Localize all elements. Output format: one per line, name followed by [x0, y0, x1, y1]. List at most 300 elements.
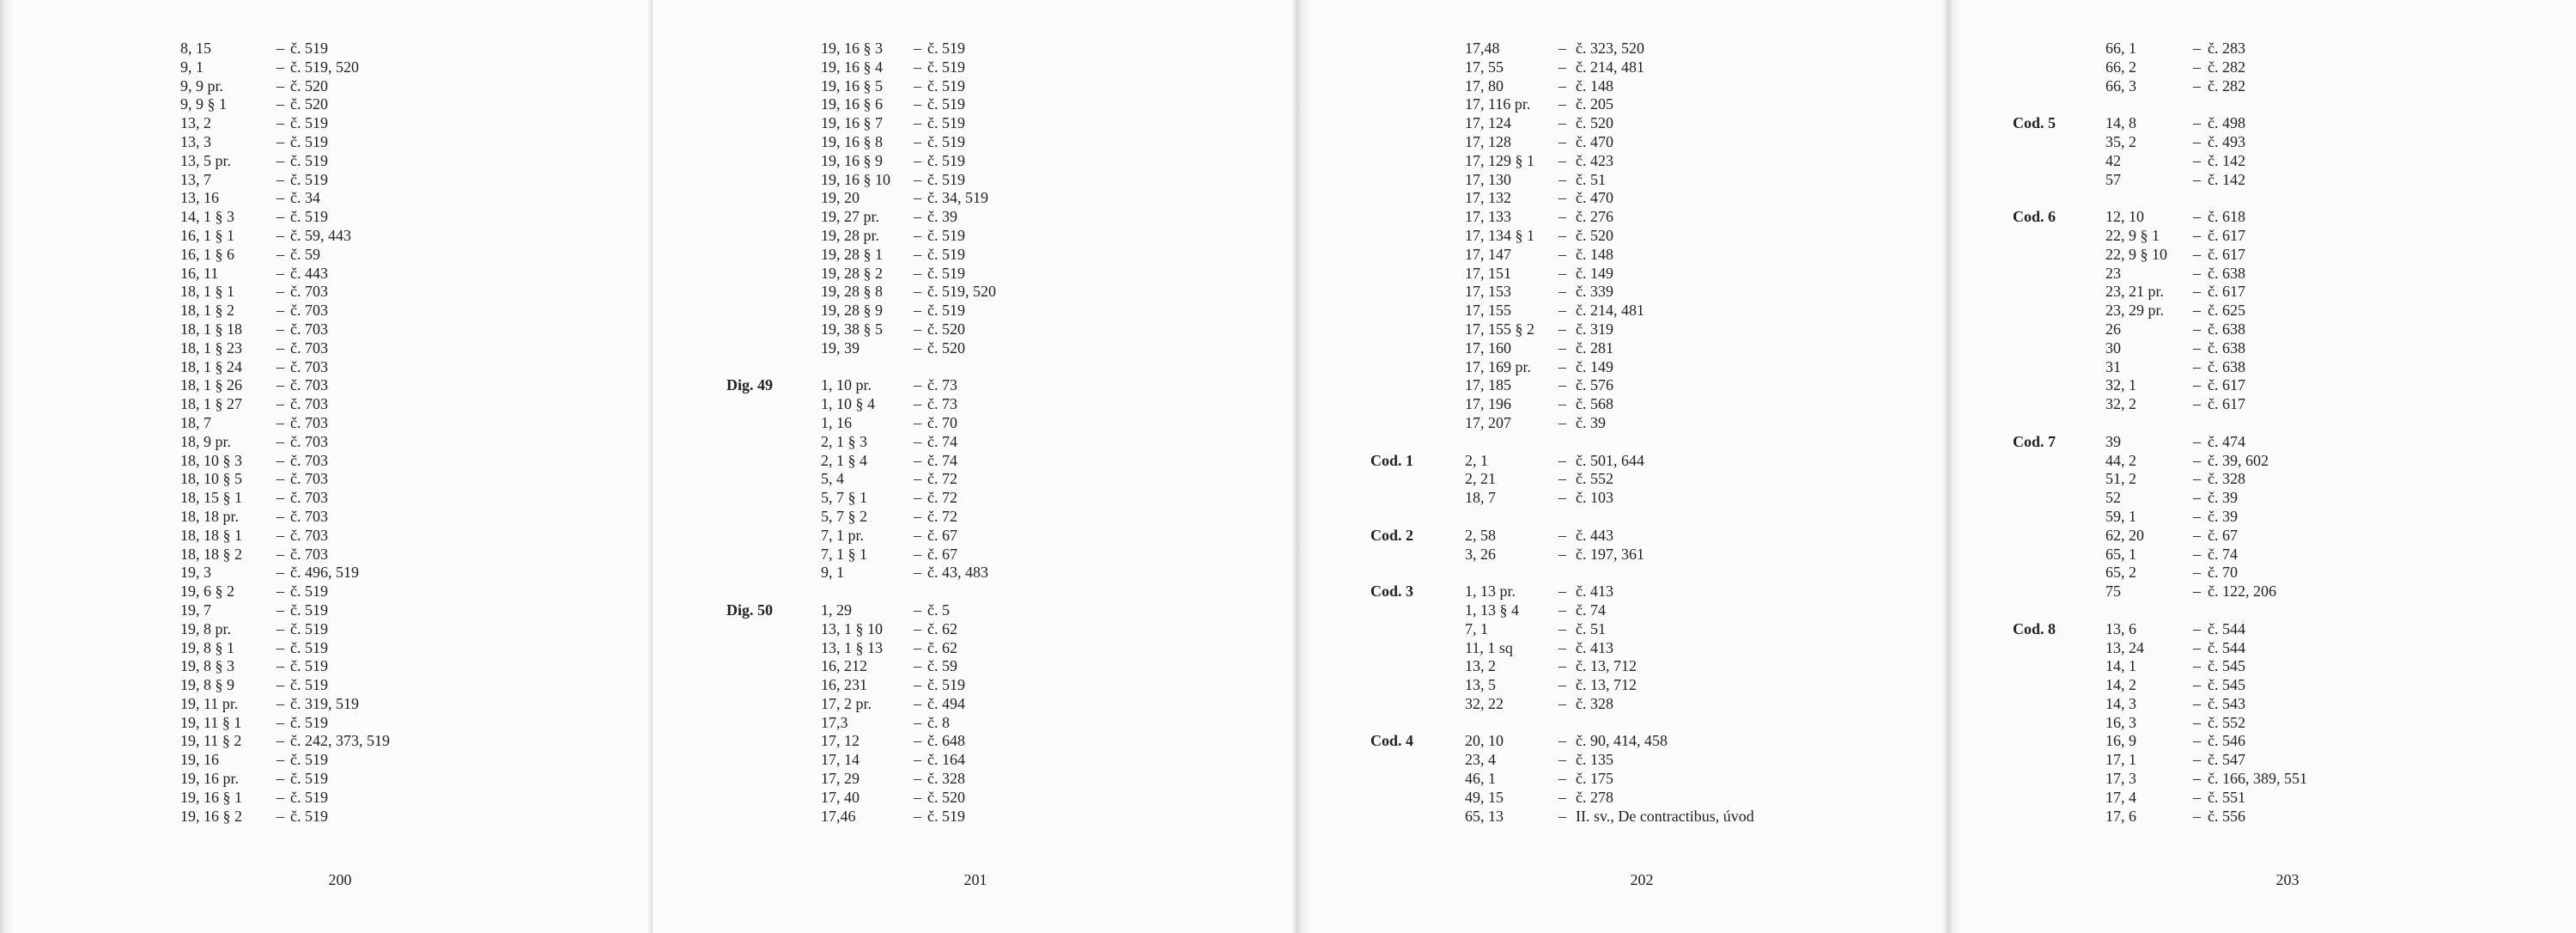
source-reference: 13, 3 [180, 132, 211, 150]
dash-separator: – [914, 58, 921, 76]
source-reference: 18, 9 pr. [180, 432, 232, 450]
source-reference: 30 [2105, 338, 2121, 357]
source-reference: 7, 1 pr. [821, 526, 865, 544]
source-reference: 17, 3 [2105, 770, 2136, 788]
cited-number: č. 519 [290, 751, 328, 769]
dash-separator: – [1558, 302, 1566, 320]
cited-number: č. 519 [290, 807, 328, 825]
source-reference: 17, 4 [2105, 788, 2136, 806]
dash-separator: – [2193, 676, 2201, 694]
cited-number: č. 122, 206 [2208, 582, 2276, 601]
dash-separator: – [914, 507, 921, 525]
source-reference: 19, 8 pr. [180, 619, 232, 637]
dash-separator: – [2193, 713, 2201, 731]
page-202 [1297, 0, 1947, 933]
dash-separator: – [2193, 619, 2201, 637]
dash-separator: – [276, 170, 284, 188]
page-number: 202 [1630, 871, 1654, 888]
cited-number: č. 74 [927, 451, 957, 469]
page-gutter [1297, 0, 1309, 933]
dash-separator: – [276, 732, 284, 750]
source-reference: 19, 8 § 1 [180, 638, 234, 656]
cited-number: č. 39, 602 [2208, 451, 2269, 469]
cited-number: č. 339 [1576, 283, 1613, 301]
cited-number: č. 70 [2208, 564, 2238, 582]
cited-number: č. 498 [2208, 114, 2245, 132]
dash-separator: – [1558, 751, 1566, 769]
cited-number: č. 443 [290, 264, 328, 282]
cited-number: č. 13, 712 [1576, 676, 1637, 694]
source-reference: 17, 129 § 1 [1465, 151, 1534, 169]
dash-separator: – [1558, 582, 1566, 601]
dash-separator: – [276, 807, 284, 825]
source-reference: 51, 2 [2105, 470, 2136, 488]
dash-separator: – [914, 151, 921, 169]
source-reference: 17, 151 [1465, 264, 1511, 282]
dash-separator: – [276, 245, 284, 263]
source-reference: 17, 134 § 1 [1465, 226, 1534, 244]
source-reference: 18, 1 § 26 [180, 376, 242, 394]
cited-number: č. 39 [2208, 489, 2238, 507]
dash-separator: – [276, 376, 284, 394]
cited-number: č. 73 [927, 376, 957, 394]
source-reference: 16, 9 [2105, 732, 2136, 750]
source-reference: 66, 3 [2105, 76, 2136, 95]
dash-separator: – [1558, 807, 1566, 825]
source-reference: 2, 1 § 3 [821, 432, 867, 450]
dash-separator: – [2193, 338, 2201, 357]
cited-number: č. 519 [290, 770, 328, 788]
dash-separator: – [1558, 470, 1566, 488]
cited-number: č. 544 [2208, 619, 2245, 637]
source-reference: 2, 58 [1465, 526, 1496, 544]
dash-separator: – [914, 395, 921, 413]
source-reference: 18, 1 § 2 [180, 302, 234, 320]
source-reference: 5, 7 § 1 [821, 489, 867, 507]
source-reference: 19, 8 § 3 [180, 657, 234, 675]
dash-separator: – [276, 302, 284, 320]
cited-number: č. 519 [290, 132, 328, 150]
source-reference: 9, 9 § 1 [180, 95, 227, 113]
cited-number: č. 72 [927, 470, 957, 488]
cited-number: č. 556 [2208, 807, 2245, 825]
dash-separator: – [2193, 788, 2201, 806]
dash-separator: – [914, 40, 921, 57]
dash-separator: – [914, 489, 921, 507]
cited-number: č. 703 [290, 320, 328, 338]
cited-number: č. 5 [927, 601, 950, 619]
dash-separator: – [914, 320, 921, 338]
cited-number: č. 149 [1576, 357, 1613, 375]
cited-number: č. 519 [927, 676, 965, 694]
dash-separator: – [1558, 376, 1566, 394]
dash-separator: – [2193, 357, 2201, 375]
cited-number: č. 519, 520 [927, 283, 996, 301]
dash-separator: – [2193, 451, 2201, 469]
source-reference: 17, 147 [1465, 245, 1511, 263]
cited-number: č. 283 [2208, 40, 2245, 57]
dash-separator: – [1558, 545, 1566, 563]
cited-number: č. 67 [927, 526, 957, 544]
page-201 [653, 0, 1297, 933]
source-reference: 13, 1 § 13 [821, 638, 883, 656]
source-reference: 19, 16 § 7 [821, 114, 883, 132]
page-number: 200 [328, 871, 352, 888]
dash-separator: – [2193, 770, 2201, 788]
dash-separator: – [276, 338, 284, 357]
dash-separator: – [1558, 132, 1566, 150]
dash-separator: – [2193, 114, 2201, 132]
page-gutter [0, 0, 12, 933]
source-reference: 32, 1 [2105, 376, 2136, 394]
cited-number: č. 519 [290, 151, 328, 169]
cited-number: č. 175 [1576, 770, 1613, 788]
cited-number: č. 544 [2208, 638, 2245, 656]
cited-number: č. 39 [927, 208, 957, 226]
dash-separator: – [276, 451, 284, 469]
dash-separator: – [276, 40, 284, 57]
cited-number: č. 214, 481 [1576, 58, 1644, 76]
dash-separator: – [2193, 226, 2201, 244]
source-reference: 19, 16 § 5 [821, 76, 883, 95]
source-reference: 17, 116 pr. [1465, 95, 1531, 113]
dash-separator: – [1558, 320, 1566, 338]
cited-number: č. 328 [927, 770, 965, 788]
source-reference: 17,46 [821, 807, 856, 825]
cited-number: č. 67 [927, 545, 957, 563]
cited-number: č. 617 [2208, 245, 2245, 263]
cited-number: č. 62 [927, 619, 957, 637]
section-label: Dig. 50 [726, 601, 773, 619]
dash-separator: – [276, 751, 284, 769]
source-reference: 13, 5 pr. [180, 151, 232, 169]
cited-number: č. 135 [1576, 751, 1613, 769]
cited-number: č. 618 [2208, 208, 2245, 226]
source-reference: 17, 130 [1465, 170, 1511, 188]
cited-number: č. 520 [1576, 114, 1613, 132]
section-label: Cod. 4 [1370, 732, 1414, 750]
dash-separator: – [914, 114, 921, 132]
source-reference: 35, 2 [2105, 132, 2136, 150]
source-reference: 14, 1 § 3 [180, 208, 234, 226]
cited-number: č. 166, 389, 551 [2208, 770, 2307, 788]
source-reference: 13, 1 § 10 [821, 619, 883, 637]
source-reference: 19, 16 § 10 [821, 170, 890, 188]
dash-separator: – [1558, 451, 1566, 469]
source-reference: 19, 16 § 1 [180, 788, 242, 806]
cited-number: č. 142 [2208, 170, 2245, 188]
dash-separator: – [276, 132, 284, 150]
dash-separator: – [2193, 432, 2201, 450]
source-reference: 75 [2105, 582, 2121, 601]
cited-number: č. 703 [290, 526, 328, 544]
cited-number: č. 72 [927, 507, 957, 525]
dash-separator: – [914, 76, 921, 95]
cited-number: č. 34 [290, 189, 320, 207]
source-reference: 18, 10 § 5 [180, 470, 242, 488]
source-reference: 13, 24 [2105, 638, 2144, 656]
dash-separator: – [1558, 338, 1566, 357]
source-reference: 13, 7 [180, 170, 211, 188]
dash-separator: – [276, 320, 284, 338]
source-reference: 66, 2 [2105, 58, 2136, 76]
cited-number: č. 496, 519 [290, 564, 359, 582]
cited-number: č. 328 [1576, 694, 1613, 712]
cited-number: č. 164 [927, 751, 965, 769]
source-reference: 17, 2 pr. [821, 694, 872, 712]
section-label: Cod. 6 [2013, 208, 2057, 226]
source-reference: 17, 132 [1465, 189, 1511, 207]
source-reference: 2, 21 [1465, 470, 1496, 488]
source-reference: 17, 133 [1465, 208, 1511, 226]
dash-separator: – [1558, 151, 1566, 169]
source-reference: 39 [2105, 432, 2121, 450]
cited-number: č. 546 [2208, 732, 2245, 750]
cited-number: č. 519 [927, 114, 965, 132]
dash-separator: – [2193, 58, 2201, 76]
source-reference: 9, 9 pr. [180, 76, 224, 95]
source-reference: 49, 15 [1465, 788, 1504, 806]
cited-number: č. 617 [2208, 283, 2245, 301]
cited-number: č. 519 [290, 713, 328, 731]
dash-separator: – [2193, 564, 2201, 582]
cited-number: č. 703 [290, 451, 328, 469]
dash-separator: – [914, 676, 921, 694]
cited-number: č. 73 [927, 395, 957, 413]
source-reference: 19, 3 [180, 564, 211, 582]
dash-separator: – [2193, 807, 2201, 825]
cited-number: č. 34, 519 [927, 189, 988, 207]
cited-number: č. 43, 483 [927, 564, 988, 582]
cited-number: č. 520 [290, 76, 328, 95]
dash-separator: – [914, 189, 921, 207]
source-reference: 23, 4 [1465, 751, 1496, 769]
cited-number: č. 74 [2208, 545, 2238, 563]
dash-separator: – [914, 208, 921, 226]
cited-number: č. 67 [2208, 526, 2238, 544]
dash-separator: – [1558, 489, 1566, 507]
source-reference: 1, 13 pr. [1465, 582, 1516, 601]
source-reference: 19, 20 [821, 189, 860, 207]
cited-number: č. 319, 519 [290, 694, 359, 712]
dash-separator: – [276, 788, 284, 806]
dash-separator: – [276, 619, 284, 637]
cited-number: č. 519 [927, 132, 965, 150]
source-reference: 17, 29 [821, 770, 860, 788]
cited-number: č. 519 [927, 58, 965, 76]
source-reference: 18, 18 pr. [180, 507, 240, 525]
dash-separator: – [1558, 619, 1566, 637]
source-reference: 17, 12 [821, 732, 860, 750]
source-reference: 9, 1 [180, 58, 204, 76]
cited-number: č. 519 [290, 208, 328, 226]
source-reference: 65, 13 [1465, 807, 1504, 825]
cited-number: č. 51 [1576, 170, 1606, 188]
dash-separator: – [1558, 189, 1566, 207]
dash-separator: – [914, 657, 921, 675]
source-reference: 19, 28 § 9 [821, 302, 883, 320]
source-reference: 18, 18 § 2 [180, 545, 242, 563]
page-gutter [1947, 0, 1959, 933]
source-reference: 1, 29 [821, 601, 852, 619]
source-reference: 12, 10 [2105, 208, 2144, 226]
dash-separator: – [276, 226, 284, 244]
cited-number: č. 519 [927, 264, 965, 282]
page-200 [0, 0, 653, 933]
source-reference: 14, 3 [2105, 694, 2136, 712]
source-reference: 17, 160 [1465, 338, 1511, 357]
cited-number: č. 648 [927, 732, 965, 750]
cited-number: č. 520 [290, 95, 328, 113]
cited-number: č. 323, 520 [1576, 40, 1644, 57]
source-reference: 17, 6 [2105, 807, 2136, 825]
source-reference: 18, 1 § 1 [180, 283, 234, 301]
dash-separator: – [2193, 245, 2201, 263]
dash-separator: – [1558, 395, 1566, 413]
source-reference: 16, 231 [821, 676, 867, 694]
dash-separator: – [914, 132, 921, 150]
cited-number: č. 520 [927, 320, 965, 338]
page-number: 201 [963, 871, 987, 888]
cited-number: č. 519 [927, 95, 965, 113]
dash-separator: – [1558, 357, 1566, 375]
cited-number: č. 519 [290, 788, 328, 806]
cited-number: č. 519 [290, 170, 328, 188]
cited-number: č. 39 [2208, 507, 2238, 525]
cited-number: č. 703 [290, 470, 328, 488]
source-reference: 18, 15 § 1 [180, 489, 242, 507]
source-reference: 22, 9 § 10 [2105, 245, 2167, 263]
dash-separator: – [276, 545, 284, 563]
source-reference: 44, 2 [2105, 451, 2136, 469]
cited-number: č. 519, 520 [290, 58, 359, 76]
cited-number: č. 493 [2208, 132, 2245, 150]
dash-separator: – [1558, 226, 1566, 244]
dash-separator: – [1558, 638, 1566, 656]
dash-separator: – [2193, 283, 2201, 301]
dash-separator: – [914, 564, 921, 582]
cited-number: č. 703 [290, 357, 328, 375]
section-label: Cod. 2 [1370, 526, 1414, 544]
source-reference: 14, 2 [2105, 676, 2136, 694]
cited-number: č. 545 [2208, 676, 2245, 694]
cited-number: č. 70 [927, 413, 957, 431]
cited-number: č. 625 [2208, 302, 2245, 320]
source-reference: 22, 9 § 1 [2105, 226, 2160, 244]
dash-separator: – [1558, 788, 1566, 806]
source-reference: 16, 3 [2105, 713, 2136, 731]
dash-separator: – [1558, 264, 1566, 282]
source-reference: 19, 16 § 9 [821, 151, 883, 169]
source-reference: 16, 1 § 1 [180, 226, 234, 244]
source-reference: 31 [2105, 357, 2121, 375]
dash-separator: – [914, 283, 921, 301]
cited-number: č. 551 [2208, 788, 2245, 806]
source-reference: 17, 185 [1465, 376, 1511, 394]
dash-separator: – [1558, 694, 1566, 712]
source-reference: 23, 21 pr. [2105, 283, 2165, 301]
source-reference: 65, 2 [2105, 564, 2136, 582]
source-reference: 13, 5 [1465, 676, 1496, 694]
cited-number: č. 547 [2208, 751, 2245, 769]
source-reference: 17, 128 [1465, 132, 1511, 150]
source-reference: 17, 169 pr. [1465, 357, 1532, 375]
cited-number: č. 281 [1576, 338, 1613, 357]
section-label: Cod. 7 [2013, 432, 2057, 450]
dash-separator: – [914, 338, 921, 357]
dash-separator: – [1558, 526, 1566, 544]
cited-number: č. 519 [927, 151, 965, 169]
source-reference: 13, 2 [1465, 657, 1496, 675]
cited-number: č. 103 [1576, 489, 1613, 507]
source-reference: 23, 29 pr. [2105, 302, 2165, 320]
source-reference: 26 [2105, 320, 2121, 338]
dash-separator: – [276, 713, 284, 731]
cited-number: č. 703 [290, 489, 328, 507]
dash-separator: – [1558, 114, 1566, 132]
cited-number: č. 328 [2208, 470, 2245, 488]
cited-number: č. 413 [1576, 638, 1613, 656]
dash-separator: – [914, 245, 921, 263]
dash-separator: – [2193, 545, 2201, 563]
dash-separator: – [276, 676, 284, 694]
source-reference: 19, 39 [821, 338, 860, 357]
dash-separator: – [2193, 732, 2201, 750]
source-reference: 19, 11 pr. [180, 694, 239, 712]
source-reference: 17,48 [1465, 40, 1500, 57]
source-reference: 19, 28 § 1 [821, 245, 883, 263]
dash-separator: – [914, 601, 921, 619]
source-reference: 1, 10 § 4 [821, 395, 875, 413]
source-reference: 42 [2105, 151, 2121, 169]
dash-separator: – [276, 114, 284, 132]
dash-separator: – [276, 432, 284, 450]
dash-separator: – [2193, 657, 2201, 675]
source-reference: 19, 16 § 3 [821, 40, 883, 57]
page-number: 203 [2275, 871, 2300, 888]
cited-number: č. 319 [1576, 320, 1613, 338]
source-reference: 19, 27 pr. [821, 208, 880, 226]
cited-number: č. 242, 373, 519 [290, 732, 390, 750]
source-reference: 32, 22 [1465, 694, 1504, 712]
dash-separator: – [914, 713, 921, 731]
source-reference: 7, 1 [1465, 619, 1488, 637]
source-reference: 1, 16 [821, 413, 852, 431]
dash-separator: – [914, 694, 921, 712]
cited-number: č. 703 [290, 283, 328, 301]
cited-number: č. 703 [290, 432, 328, 450]
source-reference: 5, 4 [821, 470, 844, 488]
dash-separator: – [1558, 76, 1566, 95]
cited-number: č. 543 [2208, 694, 2245, 712]
source-reference: 2, 1 [1465, 451, 1488, 469]
dash-separator: – [914, 413, 921, 431]
source-reference: 17, 80 [1465, 76, 1504, 95]
dash-separator: – [276, 507, 284, 525]
source-reference: 8, 15 [180, 40, 211, 57]
cited-number: č. 520 [927, 338, 965, 357]
dash-separator: – [2193, 170, 2201, 188]
dash-separator: – [1558, 40, 1566, 57]
source-reference: 19, 16 § 4 [821, 58, 883, 76]
cited-number: č. 214, 481 [1576, 302, 1644, 320]
source-reference: 16, 212 [821, 657, 867, 675]
dash-separator: – [276, 189, 284, 207]
cited-number: č. 519 [290, 582, 328, 601]
cited-number: č. 519 [927, 226, 965, 244]
cited-number: č. 617 [2208, 395, 2245, 413]
cited-number: č. 545 [2208, 657, 2245, 675]
